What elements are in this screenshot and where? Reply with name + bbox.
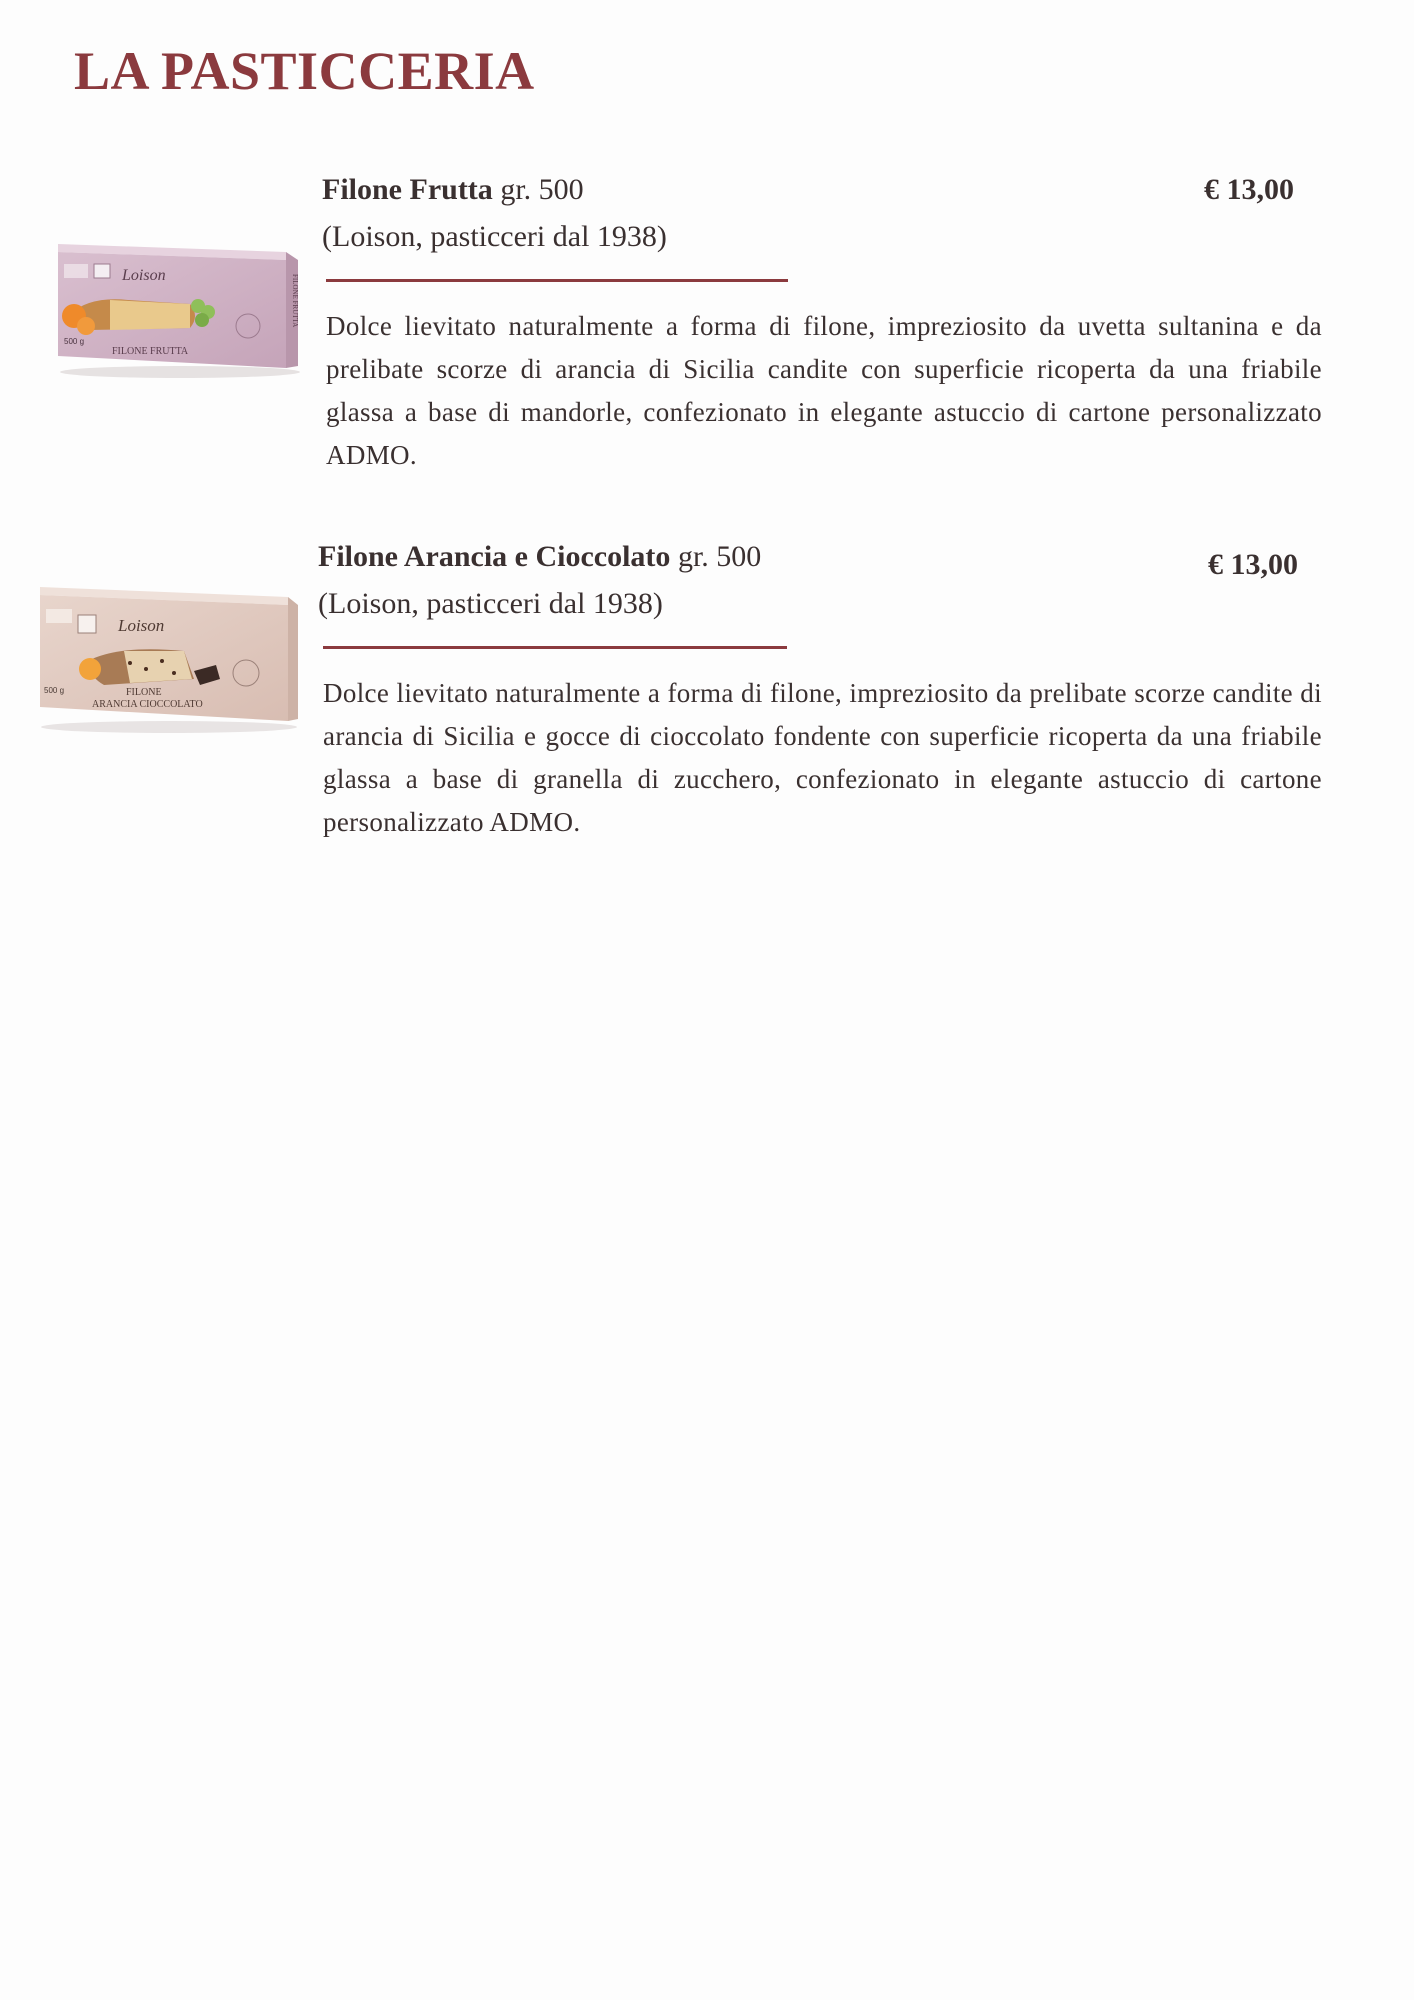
package-weight: 500 g [44, 686, 65, 695]
product-image-filone-arancia-cioccolato [34, 575, 302, 735]
product-weight: gr. 500 [677, 540, 762, 573]
product-name-line [318, 540, 761, 574]
product-brand: (Loison, pasticceri dal 1938) [322, 220, 667, 253]
product-image-filone-frutta [50, 230, 302, 380]
product-brand: (Loison, pasticceri dal 1938) [318, 587, 663, 620]
product-name: Filone Frutta [322, 173, 493, 206]
product-price: € 13,00 [1208, 548, 1298, 581]
package-side-label: FILONE FRUTTA [291, 274, 299, 328]
page-title: LA PASTICCERIA [74, 41, 535, 101]
package-product-label-2: ARANCIA CIOCCOLATO [92, 699, 203, 710]
package-weight: 500 g [64, 337, 85, 346]
product-description: Dolce lievitato naturalmente a forma di filone, impreziosito da prelibate scorze candite di arancia di Sicilia e gocce di cioccolato fondente con superficie ricoperta da una friabile glassa a base di granella di zucchero, confezionato in elegante astuccio di cartone personalizzato ADMO. [323, 678, 1322, 837]
product-name-line [322, 173, 584, 207]
product-price: € 13,00 [1204, 173, 1294, 206]
package-logo: Loison [118, 616, 165, 635]
package-logo: Loison [122, 267, 166, 284]
title-divider [323, 646, 787, 649]
product-description: Dolce lievitato naturalmente a forma di filone, impreziosito da uvetta sultanina e da prelibate scorze di arancia di Sicilia candite con superficie ricoperta da una friabile glassa a base di mandorle, confezionato in elegante astuccio di cartone personalizzato ADMO. [326, 311, 1322, 470]
product-weight: gr. 500 [500, 173, 584, 206]
package-product-label-1: FILONE [126, 687, 162, 698]
product-name: Filone Arancia e Cioccolato [318, 540, 671, 573]
title-divider [326, 279, 788, 282]
package-product-label: FILONE FRUTTA [112, 346, 189, 357]
